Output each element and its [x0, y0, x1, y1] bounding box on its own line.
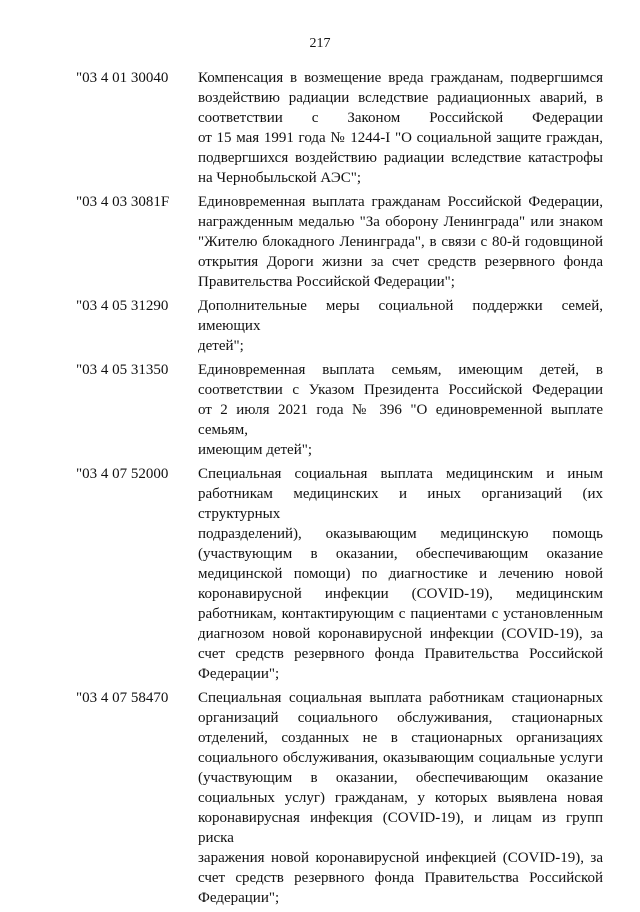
- budget-code: "03 4 07 58470: [76, 690, 169, 706]
- text-line: воздействию радиации вследствие радиационных аварий, в: [198, 90, 603, 106]
- text-line: диагнозом новой коронавирусной инфекции (COVID-19), за: [198, 626, 603, 642]
- text-line: коронавирусная инфекция (COVID-19), и лицам из групп риска: [198, 810, 603, 846]
- text-line: открытия Дороги жизни за счет средств резервного фонда: [198, 254, 603, 270]
- text-line: Компенсация в возмещение вреда гражданам, подвергшимся: [198, 70, 603, 86]
- text-line: награжденным медалью "За оборону Ленинграда" или знаком: [198, 214, 603, 230]
- budget-code: "03 4 03 3081F: [76, 194, 170, 210]
- text-line: счет средств резервного фонда Правительства Российской: [198, 870, 603, 886]
- text-line: детей";: [198, 338, 244, 354]
- budget-code: "03 4 05 31290: [76, 298, 169, 314]
- text-line: работникам, контактирующим с пациентами с установленным: [198, 606, 603, 622]
- text-line: Федерации";: [198, 666, 280, 682]
- list-item: [76, 296, 603, 356]
- text-line: Единовременная выплата гражданам Российской Федерации,: [198, 194, 603, 210]
- list-item: [76, 688, 603, 908]
- budget-code: "03 4 05 31350: [76, 362, 169, 378]
- entry-description: [198, 296, 603, 356]
- text-line: имеющим детей";: [198, 442, 313, 458]
- text-line: социального обслуживания, оказывающим социальные услуги: [198, 750, 603, 766]
- budget-code: "03 4 01 30040: [76, 70, 169, 86]
- text-line: счет средств резервного фонда Правительства Российской: [198, 646, 603, 662]
- text-line: Единовременная выплата семьям, имеющим детей, в: [198, 362, 603, 378]
- text-line: Специальная социальная выплата работникам стационарных: [198, 690, 603, 706]
- page-number: 217: [309, 36, 331, 51]
- text-line: медицинской помощи) по диагностике и лечению новой: [198, 566, 603, 582]
- text-line: подразделений), оказывающим медицинскую помощь: [198, 526, 603, 542]
- text-line: отделений, созданных не в стационарных организациях: [198, 730, 603, 746]
- text-line: соответствии с Указом Президента Российской Федерации: [198, 382, 603, 398]
- text-line: от 2 июля 2021 года № 396 "О единовременной выплате семьям,: [198, 402, 603, 438]
- list-item: [76, 68, 603, 188]
- text-line: Дополнительные меры социальной поддержки семей, имеющих: [198, 298, 603, 334]
- budget-code: "03 4 07 52000: [76, 466, 169, 482]
- list-item: [76, 360, 603, 460]
- entry-description: [198, 464, 603, 684]
- entry-description: [198, 68, 603, 188]
- text-line: Федерации";: [198, 890, 280, 906]
- text-line: соответствии с Законом Российской Федерации: [198, 110, 603, 126]
- text-line: социальных услуг) гражданам, у которых выявлена новая: [198, 790, 603, 806]
- text-line: Правительства Российской Федерации";: [198, 274, 455, 290]
- text-line: заражения новой коронавирусной инфекцией (COVID-19), за: [198, 850, 603, 866]
- text-line: (участвующим в оказании, обеспечивающим оказание: [198, 546, 603, 562]
- text-line: (участвующим в оказании, обеспечивающим оказание: [198, 770, 603, 786]
- entry-description: [198, 688, 603, 908]
- text-line: на Чернобыльской АЭС";: [198, 170, 362, 186]
- text-line: Специальная социальная выплата медицинским и иным: [198, 466, 603, 482]
- text-line: подвергшихся воздействию радиации вследствие катастрофы: [198, 150, 603, 166]
- list-item: [76, 192, 603, 292]
- text-line: "Жителю блокадного Ленинграда", в связи с 80-й годовщиной: [198, 234, 603, 250]
- text-line: коронавирусной инфекции (COVID-19), медицинским: [198, 586, 603, 602]
- entry-description: [198, 192, 603, 292]
- list-item: [76, 464, 603, 684]
- text-line: от 15 мая 1991 года № 1244-I "О социальной защите граждан,: [198, 130, 603, 146]
- budget-code-list: [76, 68, 603, 912]
- text-line: работникам медицинских и иных организаций (их структурных: [198, 486, 603, 522]
- text-line: организаций социального обслуживания, стационарных: [198, 710, 603, 726]
- entry-description: [198, 360, 603, 460]
